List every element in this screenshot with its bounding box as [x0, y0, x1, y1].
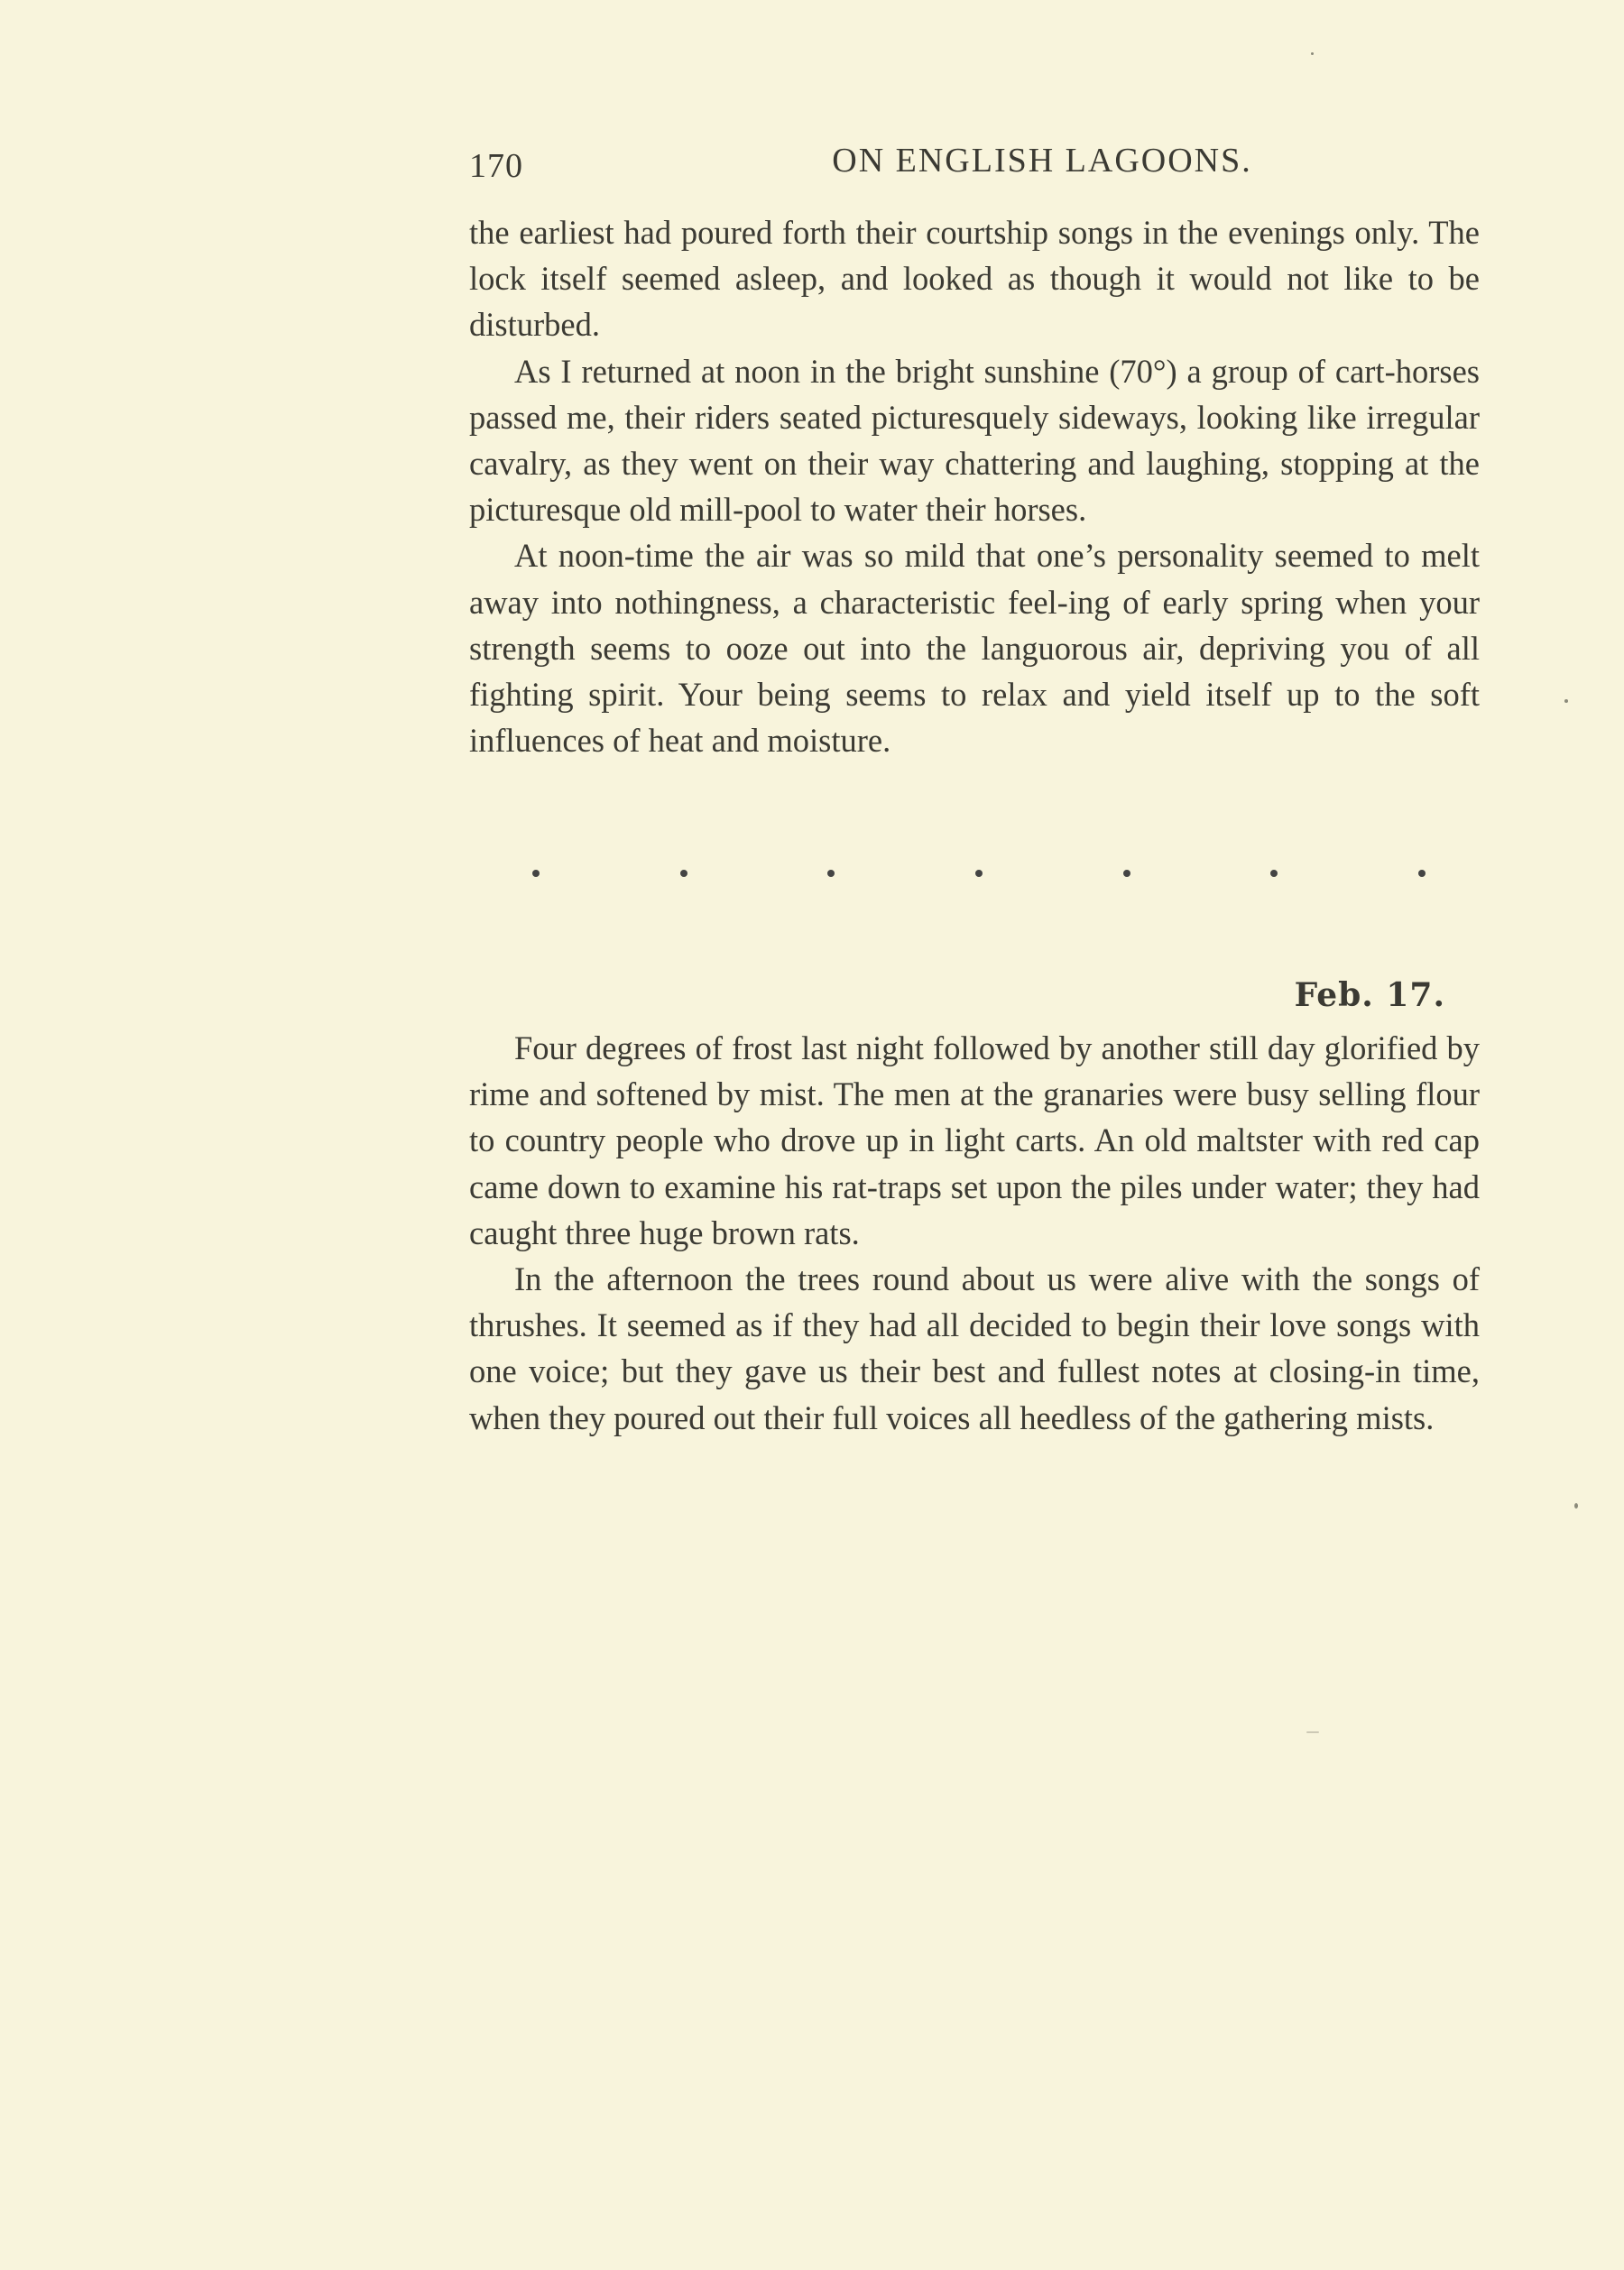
ellipsis-dot [532, 870, 540, 877]
section-break-dots [469, 870, 1480, 906]
paper-speck [1306, 1731, 1319, 1733]
paper-speck [1311, 52, 1314, 55]
ellipsis-dot [1123, 870, 1130, 877]
ellipsis-dot [827, 870, 835, 877]
paragraph-frost: Four degrees of frost last night followed by another still day glorified by rime and softened by mist. The men at the granaries were busy selling flour to country people who drove up in light carts. An old maltster with red cap came down to examine his rat-traps set upon the piles under water; they had caught three huge brown rats. [469, 1029, 1480, 1251]
paper-speck [1574, 1503, 1578, 1509]
text-block-1 [469, 209, 1480, 763]
paragraph-continued: the earliest had poured forth their courtship songs in the evenings only. The lock itself seemed asleep, and looked as though it would not like to be disturbed. [469, 214, 1480, 344]
entry-date: Feb. 17. [1294, 976, 1445, 1014]
book-page [469, 0, 1480, 2270]
text-block-2 [469, 1025, 1480, 1441]
paragraph-thrushes: In the afternoon the trees round about us were alive with the songs of thrushes. It seemed as if they had all decided to begin their love songs with one voice; but they gave us their best and fullest notes at closing-in time, when they poured out their full voices all heedless of the gathering mists. [469, 1260, 1480, 1436]
ellipsis-dot [680, 870, 687, 877]
paragraph-noon-time: At noon-time the air was so mild that one’s personality seemed to melt away into nothingness, a characteristic feel-ing of early spring when your strength seems to ooze out into the languorous air, depriving you of all fighting spirit. Your being seems to relax and yield itself up to the soft influences of heat and moisture. [469, 537, 1480, 760]
running-head [469, 134, 1480, 188]
ellipsis-dot [1418, 870, 1426, 877]
ellipsis-dot [975, 870, 983, 877]
running-title: ON ENGLISH LAGOONS. [832, 142, 1252, 180]
page-number: 170 [469, 147, 523, 185]
paper-speck [1564, 699, 1568, 703]
paragraph-cart-horses: As I returned at noon in the bright sunshine (70°) a group of cart-horses passed me, their riders seated picturesquely sideways, looking like irregular cavalry, as they went on their way chattering and laughing, stopping at the picturesque old mill-pool to water their horses. [469, 352, 1480, 529]
ellipsis-dot [1270, 870, 1278, 877]
